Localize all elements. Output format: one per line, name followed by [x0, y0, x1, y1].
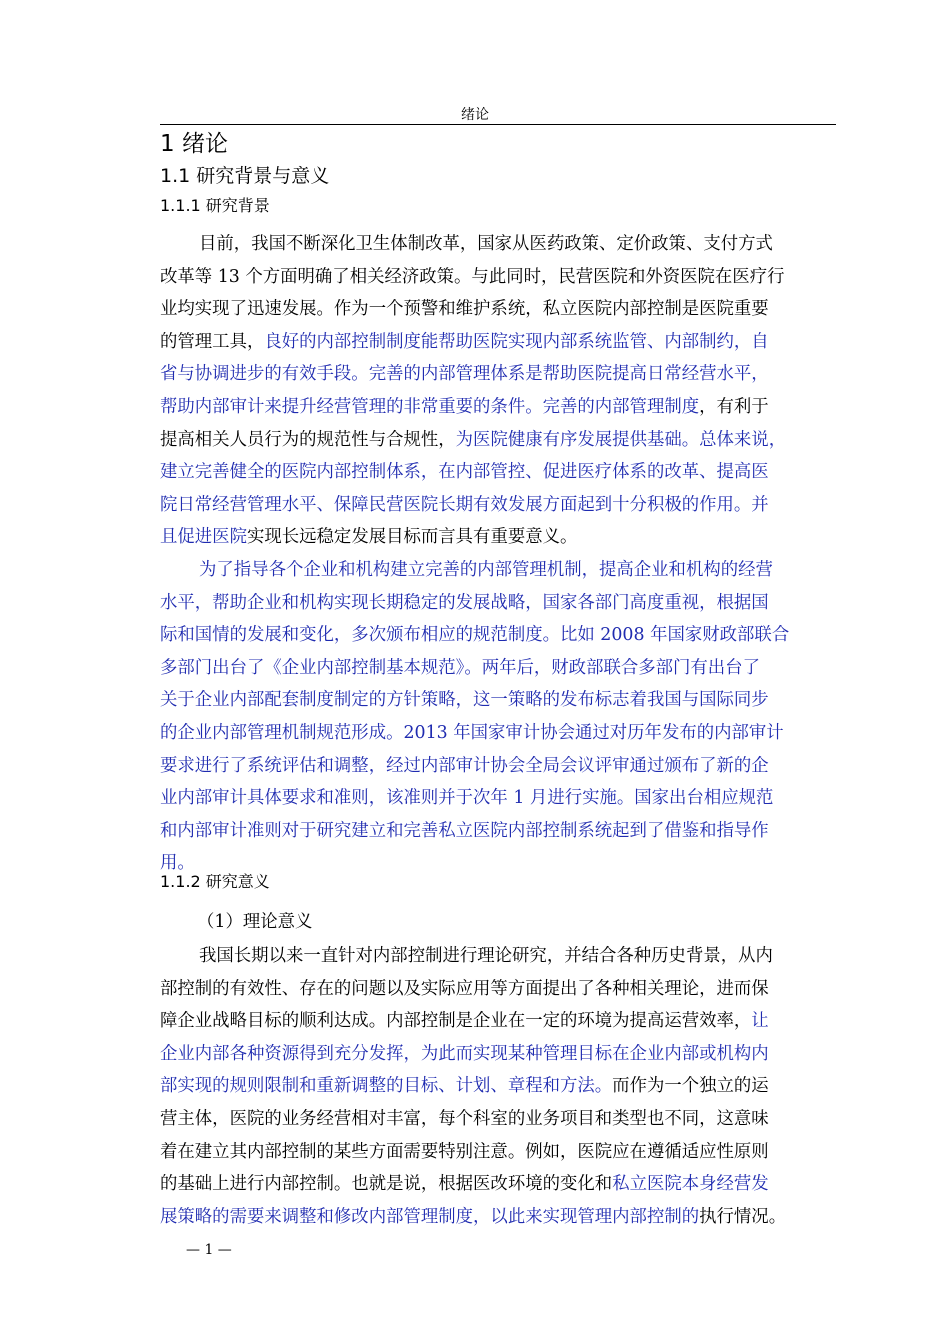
subheading-theory: （1）理论意义 [197, 912, 313, 932]
text-line: 部控制的有效性、存在的问题以及实际应用等方面提出了各种相关理论，进而保 [160, 978, 769, 999]
section-title: 1.1 研究背景与意义 [160, 165, 330, 187]
text-line: 的基础上进行内部控制。也就是说，根据医改环境的变化和私立医院本身经营发 [160, 1174, 769, 1195]
text-line: 用。 [160, 853, 195, 874]
text-line: 且促进医院实现长远稳定发展目标而言具有重要意义。 [160, 527, 578, 548]
text-line: 为了指导各个企业和机构建立完善的内部管理机制，提高企业和机构的经营 [199, 560, 773, 580]
text-line: 着在建立其内部控制的某些方面需要特别注意。例如，医院应在遵循适应性原则 [160, 1141, 769, 1162]
text-line: 我国长期以来一直针对内部控制进行理论研究，并结合各种历史背景，从内 [199, 946, 773, 966]
chapter-title: 1 绪论 [160, 131, 228, 157]
text-line: 业内部审计具体要求和准则，该准则并于次年 1 月进行实施。国家出台相应规范 [160, 788, 774, 809]
text-line: 院日常经营管理水平、保障民营医院长期有效发展方面起到十分积极的作用。并 [160, 494, 769, 515]
text-line: 的管理工具，良好的内部控制制度能帮助医院实现内部系统监管、内部制约，自 [160, 331, 769, 352]
text-line: 多部门出台了《企业内部控制基本规范》。两年后，财政部联合多部门有出台了 [160, 657, 760, 678]
text-line: 和内部审计准则对于研究建立和完善私立医院内部控制系统起到了借鉴和指导作 [160, 820, 769, 841]
text-line: 要求进行了系统评估和调整，经过内部审计协会全局会议评审通过颁布了新的企 [160, 755, 769, 776]
text-line: 际和国情的发展和变化，多次颁布相应的规范制度。比如 2008 年国家财政部联合 [160, 625, 790, 646]
text-line: 的企业内部管理机制规范形成。2013 年国家审计协会通过对历年发布的内部审计 [160, 722, 784, 743]
text-line: 营主体，医院的业务经营相对丰富，每个科室的业务项目和类型也不同，这意味 [160, 1108, 769, 1129]
text-line: 帮助内部审计来提升经营管理的非常重要的条件。完善的内部管理制度，有利于 [160, 396, 769, 417]
running-header: 绪论 [461, 107, 489, 123]
text-line: 关于企业内部配套制度制定的方针策略，这一策略的发布标志着我国与国际同步 [160, 690, 769, 711]
paragraph-background-2 [160, 554, 850, 880]
subsection-title-significance: 1.1.2 研究意义 [160, 872, 270, 891]
text-line: 目前，我国不断深化卫生体制改革，国家从医药政策、定价政策、支付方式 [199, 234, 773, 254]
text-line: 企业内部各种资源得到充分发挥，为此而实现某种管理目标在企业内部或机构内 [160, 1043, 769, 1064]
text-line: 部实现的规则限制和重新调整的目标、计划、章程和方法。而作为一个独立的运 [160, 1076, 769, 1097]
text-line: 建立完善健全的医院内部控制体系，在内部管控、促进医疗体系的改革、提高医 [160, 462, 769, 483]
text-line: 省与协调进步的有效手段。完善的内部管理体系是帮助医院提高日常经营水平， [160, 364, 769, 385]
page-number: — 1 — [186, 1242, 232, 1258]
paragraph-theory [160, 940, 850, 1233]
subsection-title-background: 1.1.1 研究背景 [160, 196, 270, 215]
text-line: 提高相关人员行为的规范性与合规性，为医院健康有序发展提供基础。总体来说， [160, 429, 787, 450]
text-line: 障企业战略目标的顺利达成。内部控制是企业在一定的环境为提高运营效率，让 [160, 1011, 769, 1032]
text-line: 业均实现了迅速发展。作为一个预警和维护系统，私立医院内部控制是医院重要 [160, 299, 769, 320]
text-line: 展策略的需要来调整和修改内部管理制度，以此来实现管理内部控制的执行情况。 [160, 1206, 787, 1227]
header-rule [160, 124, 836, 125]
text-line: 改革等 13 个方面明确了相关经济政策。与此同时，民营医院和外资医院在医疗行 [160, 266, 785, 287]
text-line: 水平，帮助企业和机构实现长期稳定的发展战略，国家各部门高度重视，根据国 [160, 592, 769, 613]
paragraph-background-1 [160, 228, 850, 554]
